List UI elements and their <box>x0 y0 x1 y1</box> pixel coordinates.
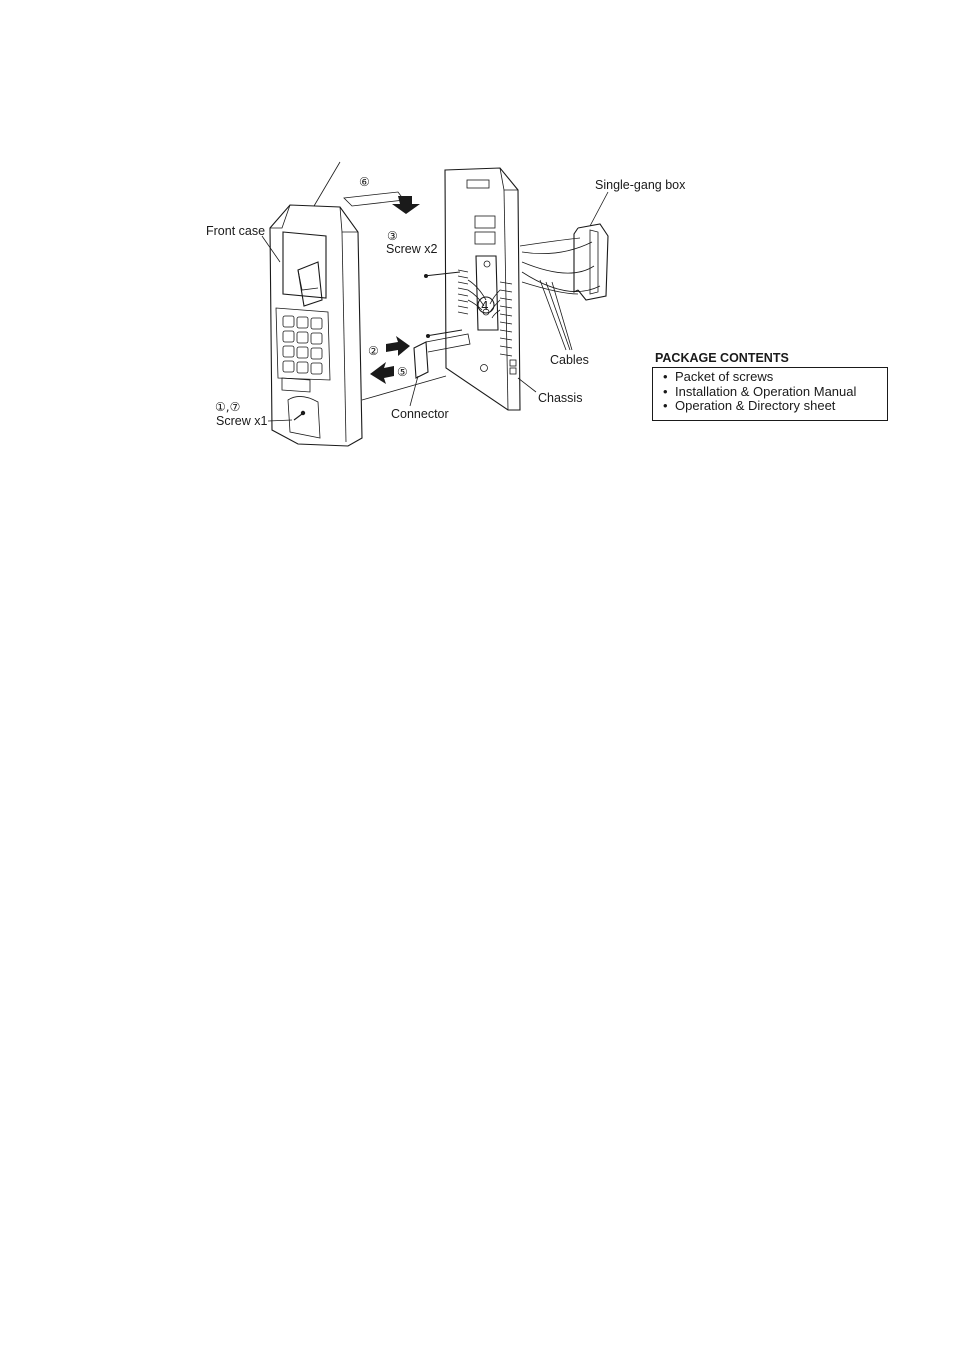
chassis-drawing <box>414 168 520 410</box>
chassis-label: Chassis <box>538 391 583 405</box>
step-6-arrow <box>344 192 420 214</box>
step-2-label: ② <box>368 344 379 358</box>
screw-x2-label: Screw x2 <box>386 242 438 256</box>
package-contents-box <box>652 367 888 421</box>
front-case-drawing <box>270 162 362 446</box>
step-3-label: ③ <box>387 229 398 243</box>
connector-label: Connector <box>391 407 449 421</box>
step-5-label: ⑤ <box>397 365 408 379</box>
step-2-arrow <box>386 336 410 356</box>
package-item: • Installation & Operation Manual <box>663 385 887 400</box>
front-case-label: Front case <box>206 224 266 238</box>
step-5-arrow <box>370 362 394 384</box>
step-4-label: 4 <box>481 299 489 313</box>
step-1-7-label: ①,⑦ <box>215 400 241 414</box>
step-6-label: ⑥ <box>359 175 370 189</box>
package-contents-title: PACKAGE CONTENTS <box>655 351 789 365</box>
single-gang-box-drawing <box>520 192 608 350</box>
package-item: • Operation & Directory sheet <box>663 399 887 414</box>
package-item: • Packet of screws <box>663 370 887 385</box>
screw-x1-label: Screw x1 <box>216 414 268 428</box>
cables-label: Cables <box>550 353 589 367</box>
single-gang-box-label: Single-gang box <box>595 178 686 192</box>
